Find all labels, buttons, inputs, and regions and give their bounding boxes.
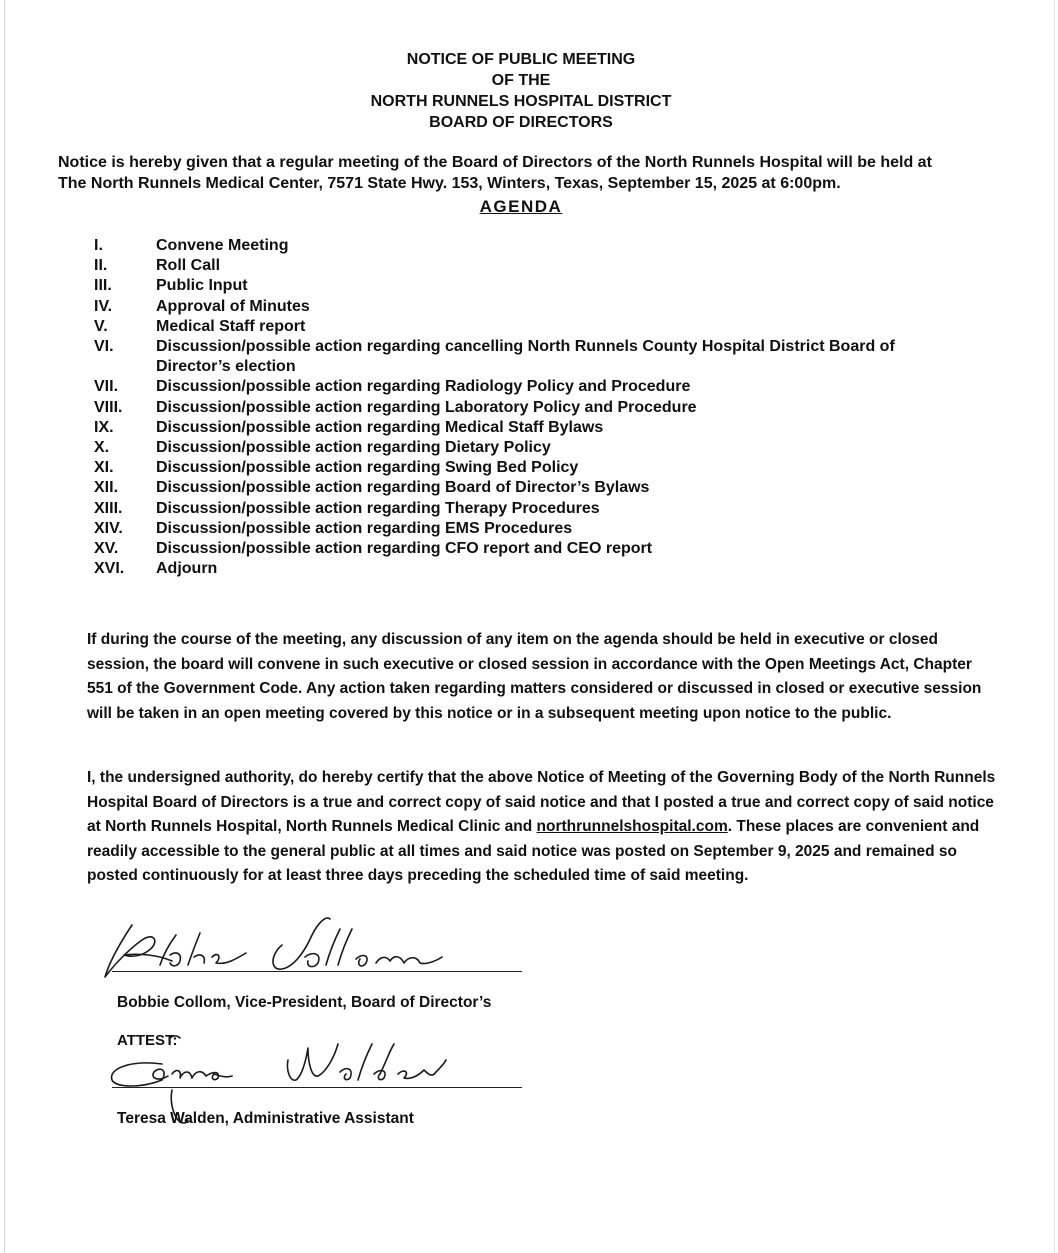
agenda-item: [94, 438, 954, 458]
agenda-item-text: Discussion/possible action regarding Dietary Policy: [156, 439, 551, 457]
agenda-item-number: XVI.: [94, 560, 125, 578]
agenda-item: [94, 478, 954, 498]
notice-header: [0, 49, 1042, 133]
agenda-item-number: III.: [94, 277, 112, 295]
agenda-item-text: Roll Call: [156, 257, 221, 275]
agenda-item-text: Discussion/possible action regarding Therapy Procedures: [156, 499, 600, 517]
header-line-1: NOTICE OF PUBLIC MEETING: [406, 51, 636, 68]
agenda-item: [94, 317, 954, 337]
agenda-item: [94, 337, 954, 377]
agenda-item-number: IV.: [94, 297, 113, 315]
certification-text-start: I, the undersigned authority, do hereby certify that the above Notice of Meeting of the Governing Body of the North Runnels Hospital Board of Directors is a true and correct copy of said notice and that I posted a true and correct copy of said notice at North Runnels Hospital, North Runnels Medical Clinic and: [87, 769, 996, 836]
agenda-item-text: Discussion/possible action regarding Laboratory Policy and Procedure: [156, 398, 697, 416]
signature-line-2: [112, 1087, 522, 1088]
agenda-item-text: Discussion/possible action regarding CFO report and CEO report: [156, 540, 653, 558]
agenda-item: [94, 236, 954, 256]
agenda-item: [94, 276, 954, 296]
agenda-item-number: IX.: [94, 418, 114, 436]
agenda-item-number: VIII.: [94, 398, 123, 416]
agenda-item: [94, 499, 954, 519]
notice-statement: [58, 152, 1038, 194]
header-line-4: BOARD OF DIRECTORS: [429, 114, 613, 131]
signature-line-1: [112, 971, 522, 972]
agenda-item-text: Discussion/possible action regarding EMS Procedures: [156, 519, 573, 537]
page-left-edge: [4, 0, 5, 1253]
agenda-list: [94, 236, 954, 579]
notice-line-1: Notice is hereby given that a regular meeting of the Board of Directors of the North Runnels Hospital will be held at: [58, 154, 932, 171]
agenda-item-text: Convene Meeting: [156, 237, 289, 254]
agenda-item-number: VI.: [94, 338, 114, 356]
agenda-item: [94, 398, 954, 418]
agenda-item-text: Discussion/possible action regarding Radiology Policy and Procedure: [156, 378, 691, 396]
agenda-item-text: Medical Staff report: [156, 317, 306, 335]
agenda-item-text: Discussion/possible action regarding Swing Bed Policy: [156, 459, 579, 477]
agenda-title: AGENDA: [479, 197, 563, 216]
signer-2-name: Teresa Walden, Administrative Assistant: [117, 1110, 414, 1127]
agenda-item-number: V.: [94, 317, 108, 335]
agenda-item: [94, 539, 954, 559]
agenda-item-text: Discussion/possible action regarding cancelling North Runnels County Hospital District Board of Director’s election: [156, 338, 895, 376]
certification-paragraph: [87, 766, 997, 889]
agenda-item-number: VII.: [94, 378, 119, 396]
agenda-item-text: Discussion/possible action regarding Board of Director’s Bylaws: [156, 479, 650, 497]
certification-text-end: . These places are convenient and readily accessible to the general public at all times and said notice was posted on September 9, 2025 and remained so posted continuously for at least three days preceding the scheduled time of said meeting.: [87, 818, 980, 885]
agenda-item: [94, 458, 954, 478]
agenda-item-number: XV.: [94, 540, 119, 558]
executive-session-paragraph: If during the course of the meeting, any discussion of any item on the agenda should be held in executive or closed session, the board will convene in such executive or closed session in accordance with the Open Meetings Act, Chapter 551 of the Government Code. Any action taken regarding matters considered or discussed in closed or executive session will be taken in an open meeting covered by this notice or in a subsequent meeting upon notice to the public.: [87, 631, 982, 722]
agenda-item: [94, 297, 954, 317]
agenda-item: [94, 519, 954, 539]
agenda-item: [94, 559, 954, 579]
agenda-item: [94, 418, 954, 438]
agenda-item-number: I.: [94, 237, 103, 254]
attest-label: ATTEST:: [117, 1032, 178, 1049]
agenda-item-number: XIV.: [94, 519, 123, 537]
agenda-item-number: XII.: [94, 479, 119, 497]
agenda-item: [94, 256, 954, 276]
agenda-item: [94, 377, 954, 397]
agenda-item-number: X.: [94, 439, 110, 457]
notice-line-2: The North Runnels Medical Center, 7571 State Hwy. 153, Winters, Texas, September 15, 2025 at 6:00pm.: [58, 175, 841, 192]
header-line-2: OF THE: [491, 72, 551, 89]
signer-1-name: Bobbie Collom, Vice-President, Board of Director’s: [117, 994, 492, 1011]
agenda-item-number: XIII.: [94, 499, 123, 517]
agenda-item-text: Public Input: [156, 277, 248, 295]
agenda-item-text: Adjourn: [156, 560, 218, 578]
bobbie-collom-signature: [100, 905, 450, 980]
header-line-3: NORTH RUNNELS HOSPITAL DISTRICT: [370, 93, 672, 110]
agenda-item-number: XI.: [94, 459, 114, 477]
page-right-edge: [1054, 0, 1055, 1253]
website-link[interactable]: northrunnelshospital.com: [536, 818, 728, 836]
agenda-item-text: Discussion/possible action regarding Medical Staff Bylaws: [156, 418, 604, 436]
agenda-item-number: II.: [94, 257, 108, 275]
agenda-item-text: Approval of Minutes: [156, 297, 310, 315]
